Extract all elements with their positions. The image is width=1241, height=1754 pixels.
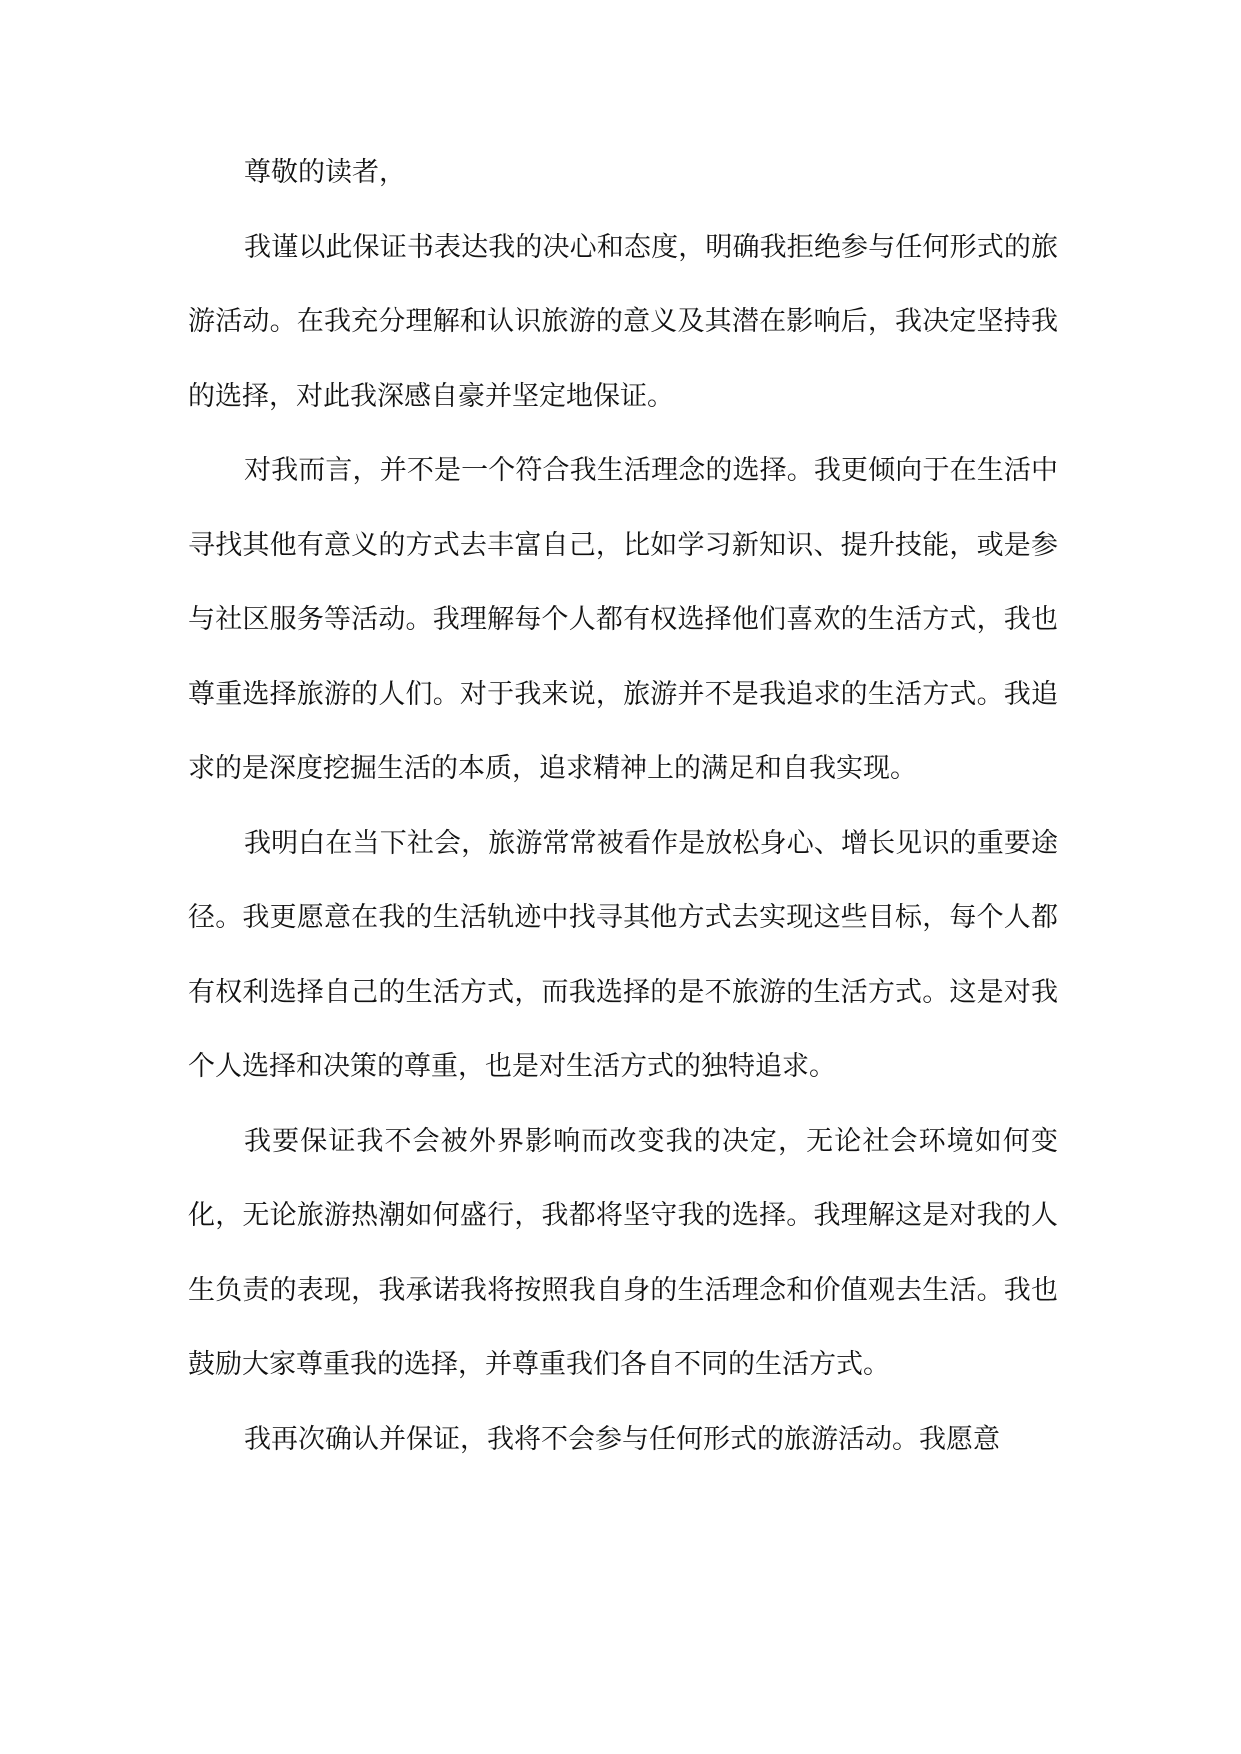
paragraph-4: 我要保证我不会被外界影响而改变我的决定，无论社会环境如何变化，无论旅游热潮如何盛行，我都将坚守我的选择。我理解这是对我的人生负责的表现，我承诺我将按照我自身的生活理念和价值观去生活。我也鼓励大家尊重我的选择，并尊重我们各自不同的生活方式。: [188, 1125, 1058, 1380]
paragraph-3: 我明白在当下社会，旅游常常被看作是放松身心、增长见识的重要途径。我更愿意在我的生活轨迹中找寻其他方式去实现这些目标，每个人都有权利选择自己的生活方式，而我选择的是不旅游的生活方式。这是对我个人选择和决策的尊重，也是对生活方式的独特追求。: [188, 827, 1058, 1082]
paragraph-1: 我谨以此保证书表达我的决心和态度，明确我拒绝参与任何形式的旅游活动。在我充分理解和认识旅游的意义及其潜在影响后，我决定坚持我的选择，对此我深感自豪并坚定地保证。: [188, 231, 1058, 412]
letter-body: [188, 136, 1058, 1477]
paragraph-5: 我再次确认并保证，我将不会参与任何形式的旅游活动。我愿意: [244, 1423, 1000, 1455]
paragraph-2: 对我而言，并不是一个符合我生活理念的选择。我更倾向于在生活中寻找其他有意义的方式去丰富自己，比如学习新知识、提升技能，或是参与社区服务等活动。我理解每个人都有权选择他们喜欢的生活方式，我也尊重选择旅游的人们。对于我来说，旅游并不是我追求的生活方式。我追求的是深度挖掘生活的本质，追求精神上的满足和自我实现。: [188, 455, 1058, 784]
salutation: 尊敬的读者，: [244, 157, 406, 188]
